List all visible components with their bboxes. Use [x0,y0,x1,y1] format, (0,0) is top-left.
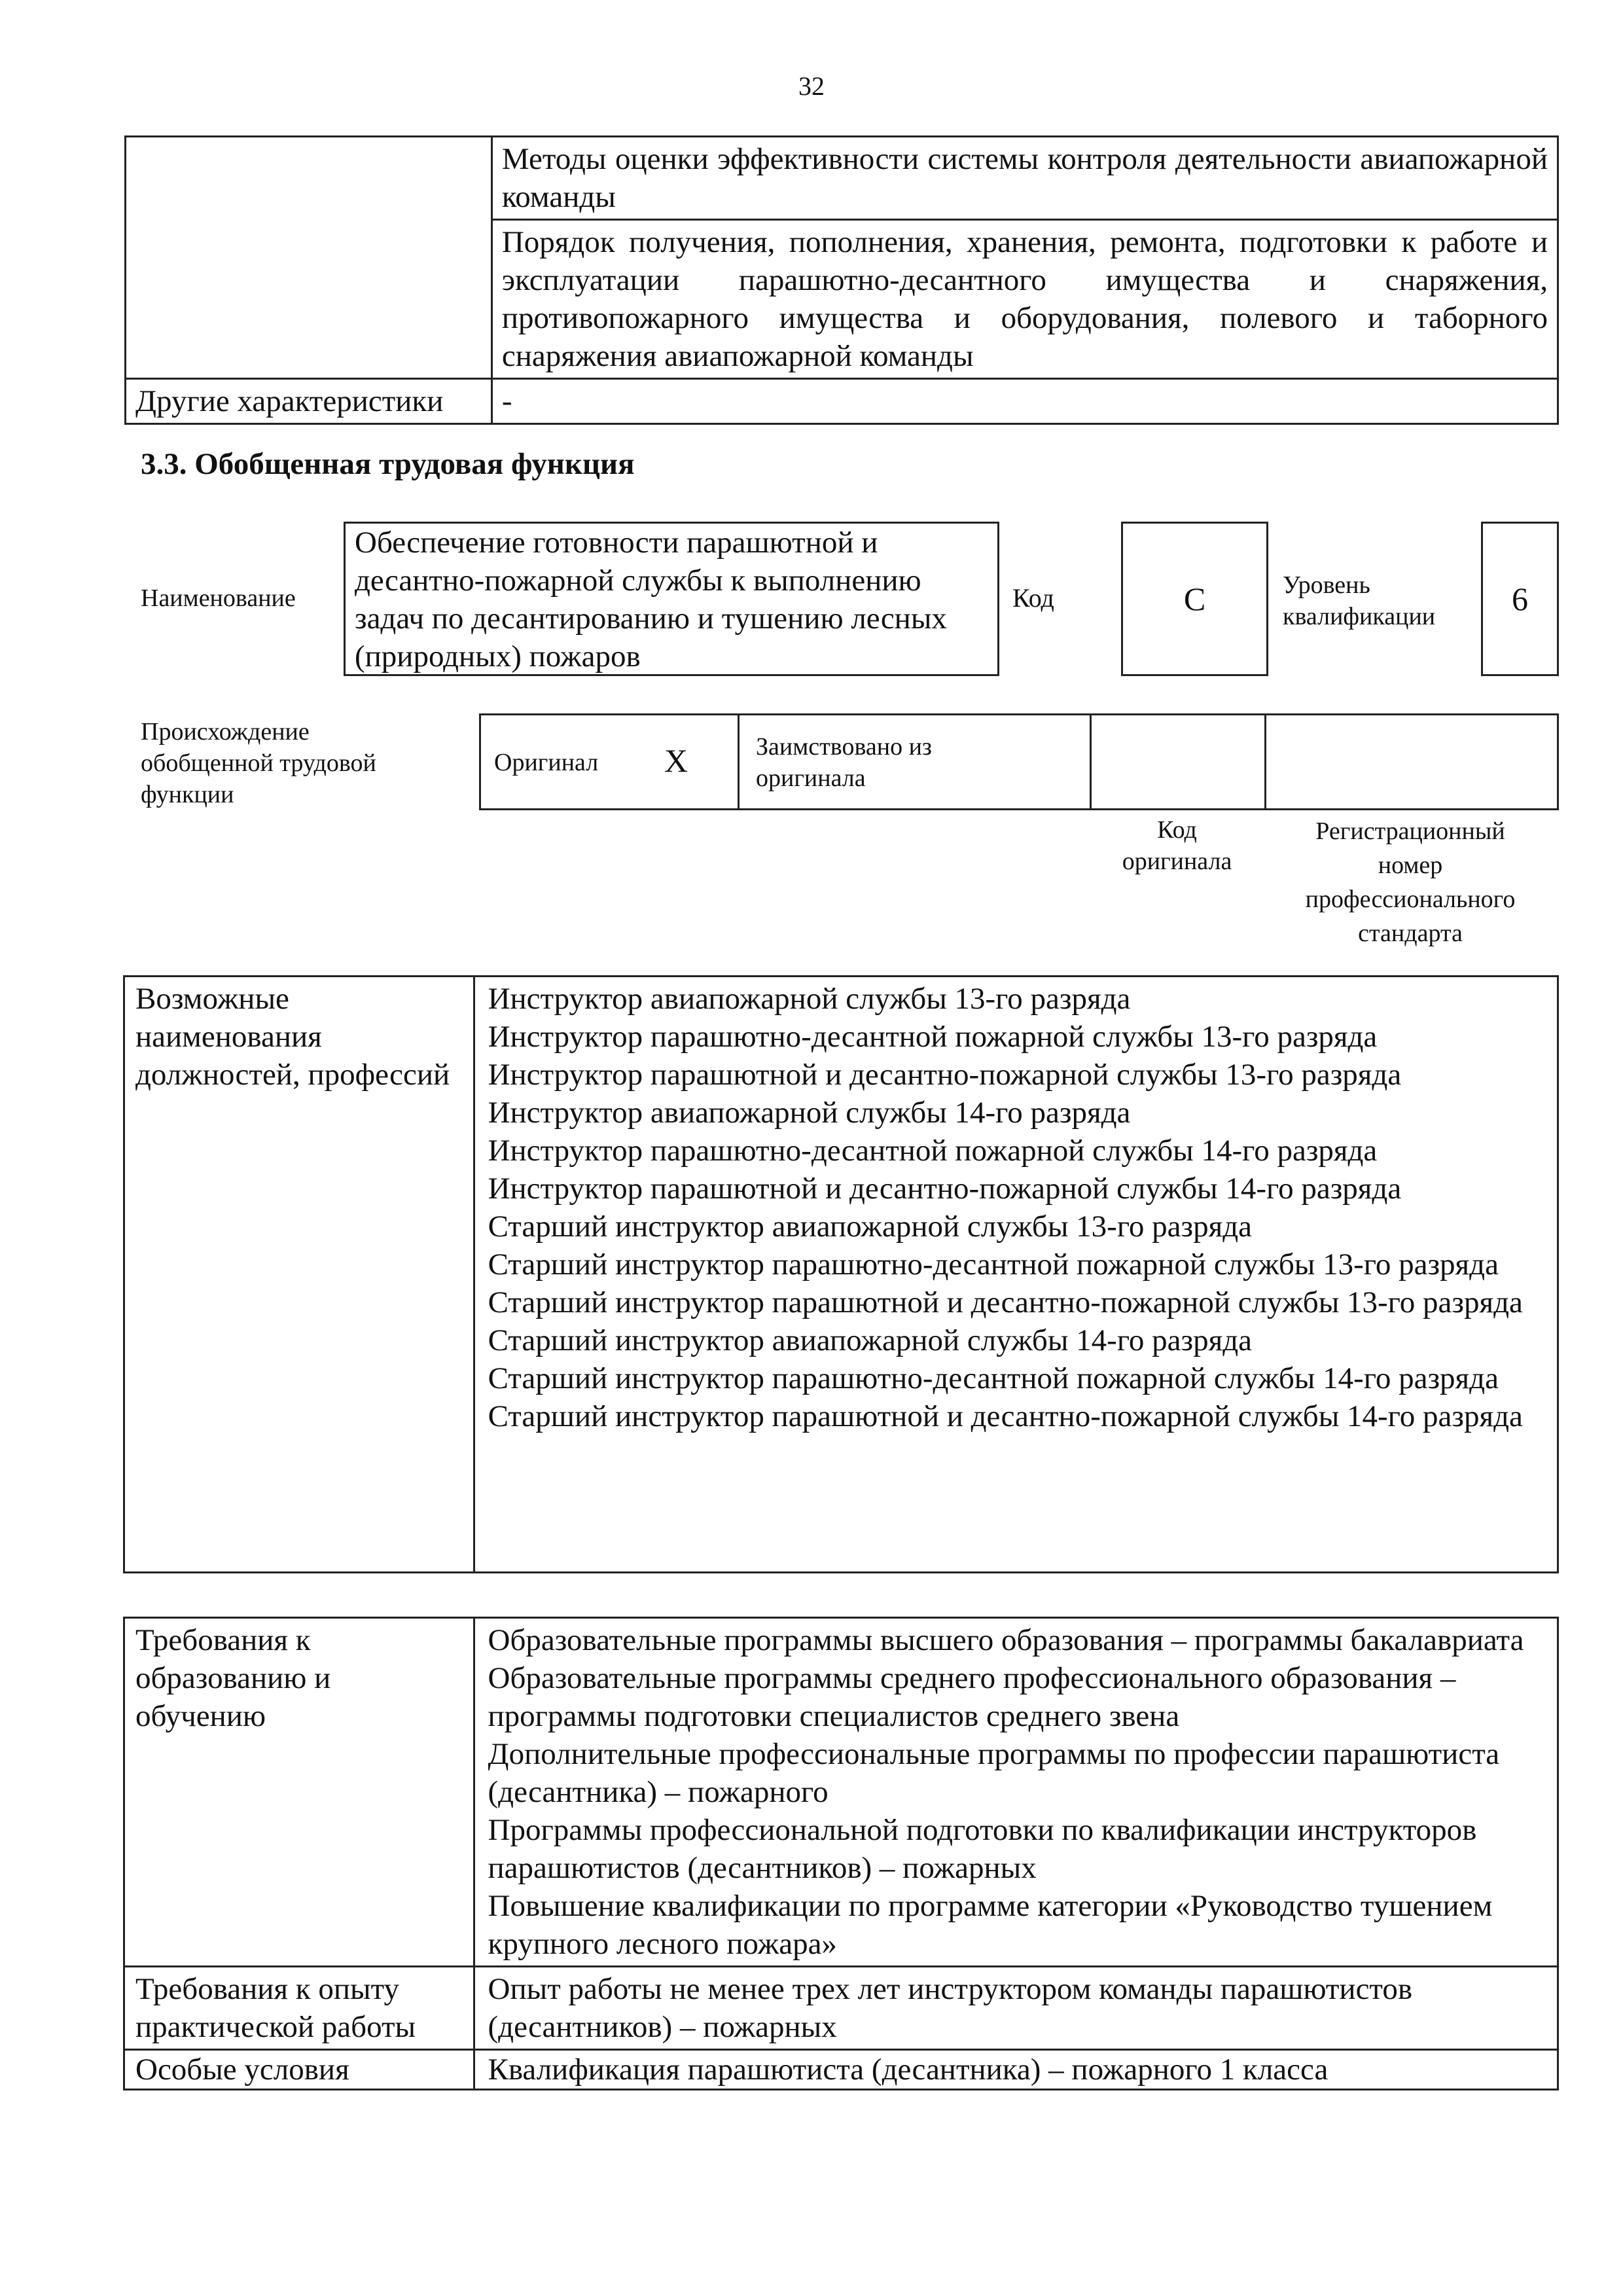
requirements-table [123,1617,1559,2090]
list-item: Инструктор авиапожарной службы 13-го разряда [488,982,1131,1016]
special-label: Особые условия [124,2050,474,2090]
table-cell: Методы оценки эффективности системы контроля деятельности авиапожарной команды [491,137,1558,220]
list-item: Старший инструктор парашютной и десантно-пожарной службы 13-го разряда [488,1285,1523,1319]
table-cell: Порядок получения, пополнения, хранения, ремонта, подготовки к работе и эксплуатации парашютно-десантного имущества и снаряжения, противопожарного имущества и оборудования, полевого и таборного снаряжения авиапожарной команды [491,220,1558,379]
education-list [474,1618,1558,1967]
origin-box [479,713,1559,810]
code-original-caption: Код оригинала [1122,816,1232,875]
table-row [126,137,1558,220]
top-table [124,135,1559,425]
list-item: Образовательные программы высшего образования – программы бакалавриата [488,1623,1524,1657]
empty-label-cell [126,137,492,379]
list-item: Образовательные программы среднего профессионального образования – программы подготовки специалистов среднего звена [488,1661,1456,1733]
name-value-box [344,522,999,676]
table-row [126,379,1558,424]
table-row [124,2050,1558,2090]
experience-label: Требования к опыту практической работы [124,1967,474,2050]
list-item: Повышение квалификации по программе категории «Руководство тушением крупного лесного пожара» [488,1889,1493,1961]
code-value: C [1183,581,1206,617]
section-heading: 3.3. Обобщенная трудовая функция [141,447,635,481]
list-item: Старший инструктор парашютно-десантной пожарной службы 13-го разряда [488,1247,1499,1282]
name-label: Наименование [141,584,296,612]
special-text: Квалификация парашютиста (десантника) – пожарного 1 класса [474,2050,1558,2090]
list-item: Инструктор парашютно-десантной пожарной службы 13-го разряда [488,1020,1378,1054]
list-item: Дополнительные профессиональные программы по профессии парашютиста (десантника) – пожарного [488,1737,1500,1809]
positions-list [474,977,1558,1573]
list-item: Инструктор парашютно-десантной пожарной службы 14-го разряда [488,1134,1378,1168]
table-row [124,977,1558,1573]
positions-table [123,975,1559,1573]
code-value-box [1121,522,1268,676]
positions-label: Возможные наименования должностей, профессий [124,977,474,1573]
experience-text: Опыт работы не менее трех лет инструктором команды парашютистов (десантников) – пожарных [474,1967,1558,2050]
list-item: Старший инструктор парашютной и десантно-пожарной службы 14-го разряда [488,1399,1523,1433]
code-label: Код [1012,583,1054,613]
list-item: Старший инструктор авиапожарной службы 13-го разряда [488,1210,1253,1244]
table-cell: - [491,379,1558,424]
list-item: Старший инструктор парашютно-десантной пожарной службы 14-го разряда [488,1361,1499,1395]
table-row [124,1618,1558,1967]
education-label: Требования к образованию и обучению [124,1618,474,1967]
list-item: Старший инструктор авиапожарной службы 14-го разряда [488,1323,1253,1357]
original-mark: X [664,742,688,779]
list-item: Инструктор парашютной и десантно-пожарной службы 14-го разряда [488,1172,1402,1206]
borrowed-label: Заимствовано из оригинала [756,733,932,792]
list-item: Программы профессиональной подготовки по квалификации инструкторов парашютистов (десантников) – пожарных [488,1813,1477,1885]
level-value: 6 [1512,581,1528,617]
reg-number-caption: Регистрационный номер профессионального стандарта [1305,817,1516,947]
origin-label: Происхождение обобщенной трудовой функции [141,718,376,808]
level-label: Уровень квалификации [1283,571,1436,630]
original-label: Оригинал [494,749,599,776]
table-row [124,1967,1558,2050]
level-value-box [1481,522,1559,676]
list-item: Инструктор авиапожарной службы 14-го разряда [488,1096,1131,1130]
table-cell-label: Другие характеристики [126,379,492,424]
name-value: Обеспечение готовности парашютной и десантно-пожарной службы к выполнению задач по десантированию и тушению лесных (природных) пожаров [355,526,947,673]
page-number: 32 [798,71,825,101]
list-item: Инструктор парашютной и десантно-пожарной службы 13-го разряда [488,1058,1402,1092]
